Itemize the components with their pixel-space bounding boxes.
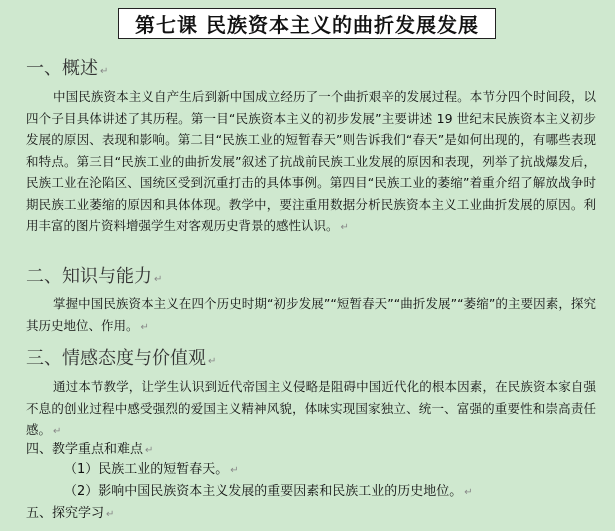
paragraph-mark: ↵ (208, 356, 217, 367)
key-point-item-1 (64, 460, 239, 481)
values-paragraph (26, 376, 596, 443)
section-heading-values (26, 344, 216, 370)
paragraph-text: 通过本节教学，让学生认识到近代帝国主义侵略是阻碍中国近代化的根本因素，在民族资本家自强不息的创业过程中感受强烈的爱国主义精神风貌，体味实现国家独立、统一、富强的重要性和崇高责任感。 (26, 379, 596, 437)
key-point-item-2 (64, 482, 473, 503)
knowledge-paragraph (26, 293, 596, 338)
paragraph-text: 掌握中国民族资本主义在四个历史时期“初步发展”“短暂春天”“曲折发展”“萎缩”的主要因素，探究其历史地位、作用。 (26, 296, 596, 333)
paragraph-mark: ↵ (340, 222, 349, 233)
heading-text: 二、知识与能力 (26, 266, 152, 287)
heading-text: 五、探究学习 (26, 506, 105, 521)
item-text: （1）民族工业的短暂春天。 (64, 462, 229, 477)
paragraph-text: 中国民族资本主义自产生后到新中国成立经历了一个曲折艰辛的发展过程。本节分四个时间段，以四个子目具体讲述了其历程。第一目“民族资本主义的初步发展”主要讲述 19 世纪末民族资本主义初步发展的原因、表现和影响。第二目“民族工业的短暂春天”则告诉我们“春天”是如何出现的，有哪些表现和特点。第三目“民族工业的曲折发展”叙述了抗战前民族工业发展的原因和表现，列举了抗战爆发后，民族工业在沦陷区、国统区受到沉重打击的具体事例。第四目“民族工业的萎缩”着重介绍了解放战争时期民族工业萎缩的原因和具体体现。教学中，要注重用数据分析民族资本主义工业曲折发展的原因。利用丰富的图片资料增强学生对客观历史背景的感性认识。 (26, 89, 596, 233)
heading-text: 一、概述 (26, 58, 98, 79)
paragraph-mark: ↵ (53, 426, 62, 437)
section-heading-overview (26, 54, 108, 80)
paragraph-mark: ↵ (464, 487, 473, 498)
heading-text: 三、情感态度与价值观 (26, 348, 206, 369)
section-heading-key-points (26, 440, 153, 461)
item-text: （2）影响中国民族资本主义发展的重要因素和民族工业的历史地位。 (64, 484, 463, 499)
lesson-title-text: 第七课 民族资本主义的曲折发展发展 (135, 13, 479, 37)
overview-paragraph (26, 86, 596, 239)
paragraph-mark: ↵ (154, 274, 163, 285)
paragraph-mark: ↵ (145, 445, 154, 456)
lesson-title (118, 8, 496, 39)
section-heading-inquiry (26, 504, 114, 525)
paragraph-mark: ↵ (140, 321, 149, 333)
heading-text: 四、教学重点和难点 (26, 442, 144, 457)
section-heading-knowledge (26, 262, 162, 288)
paragraph-mark: ↵ (106, 509, 115, 520)
paragraph-mark: ↵ (100, 66, 109, 77)
paragraph-mark: ↵ (230, 465, 239, 476)
